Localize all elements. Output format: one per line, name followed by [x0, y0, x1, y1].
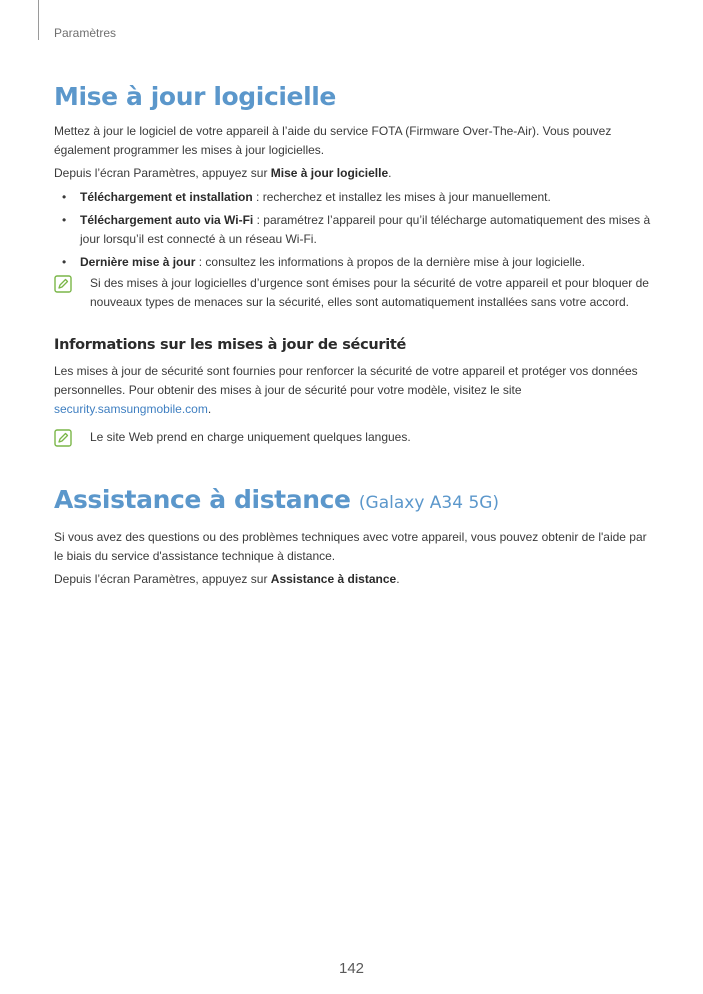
list-item: • Téléchargement et installation : recherchez et installez les mises à jour manuellement. — [62, 190, 551, 204]
list-item: • Téléchargement auto via Wi-Fi : paramétrez l’appareil pour qu’il télécharge automatiquement des mises à jour lorsqu’il est connecté à un réseau Wi-Fi. — [62, 213, 651, 246]
remote-support-instruction: Depuis l’écran Paramètres, appuyez sur Assistance à distance. — [54, 572, 400, 586]
languages-note: Le site Web prend en charge uniquement quelques langues. — [54, 428, 654, 447]
remote-support-title: Assistance à distance (Galaxy A34 5G) — [54, 485, 500, 514]
menu-path-software-update: Mise à jour logicielle — [270, 166, 389, 180]
software-update-intro: Mettez à jour le logiciel de votre appareil à l’aide du service FOTA (Firmware Over-The-Air). Vous pouvez également programmer les mises à jour logicielles. — [54, 124, 612, 157]
urgent-update-note: Si des mises à jour logicielles d’urgence sont émises pour la sécurité de votre appareil et pour bloquer de nouveaux types de menaces sur la sécurité, elles sont automatiquement installées sans votre accord. — [54, 274, 654, 312]
pencil-note-icon — [54, 275, 72, 293]
software-update-instruction: Depuis l’écran Paramètres, appuyez sur Mise à jour logicielle. — [54, 166, 392, 180]
page-content — [54, 80, 654, 589]
menu-path-remote-support: Assistance à distance — [270, 572, 397, 586]
section-label: Paramètres — [54, 26, 117, 40]
update-options-list — [54, 188, 654, 272]
list-item: • Dernière mise à jour : consultez les informations à propos de la dernière mise à jour logicielle. — [62, 255, 585, 269]
software-update-title: Mise à jour logicielle — [54, 82, 336, 111]
remote-support-intro: Si vous avez des questions ou des problèmes techniques avec votre appareil, vous pouvez obtenir de l'aide par le biais du service d'assistance technique à distance. — [54, 530, 647, 563]
security-updates-text: Les mises à jour de sécurité sont fournies pour renforcer la sécurité de votre appareil et protéger vos données personnelles. Pour obtenir des mises à jour de sécurité pour votre modèle, visitez le site security.samsungmobile.com. — [54, 364, 638, 416]
security-updates-title: Informations sur les mises à jour de sécurité — [54, 337, 407, 353]
header-divider — [38, 0, 39, 40]
pencil-note-icon — [54, 429, 72, 447]
page-number: 142 — [338, 960, 365, 977]
model-label: (Galaxy A34 5G) — [358, 493, 500, 513]
security-site-link[interactable]: security.samsungmobile.com — [54, 402, 208, 416]
